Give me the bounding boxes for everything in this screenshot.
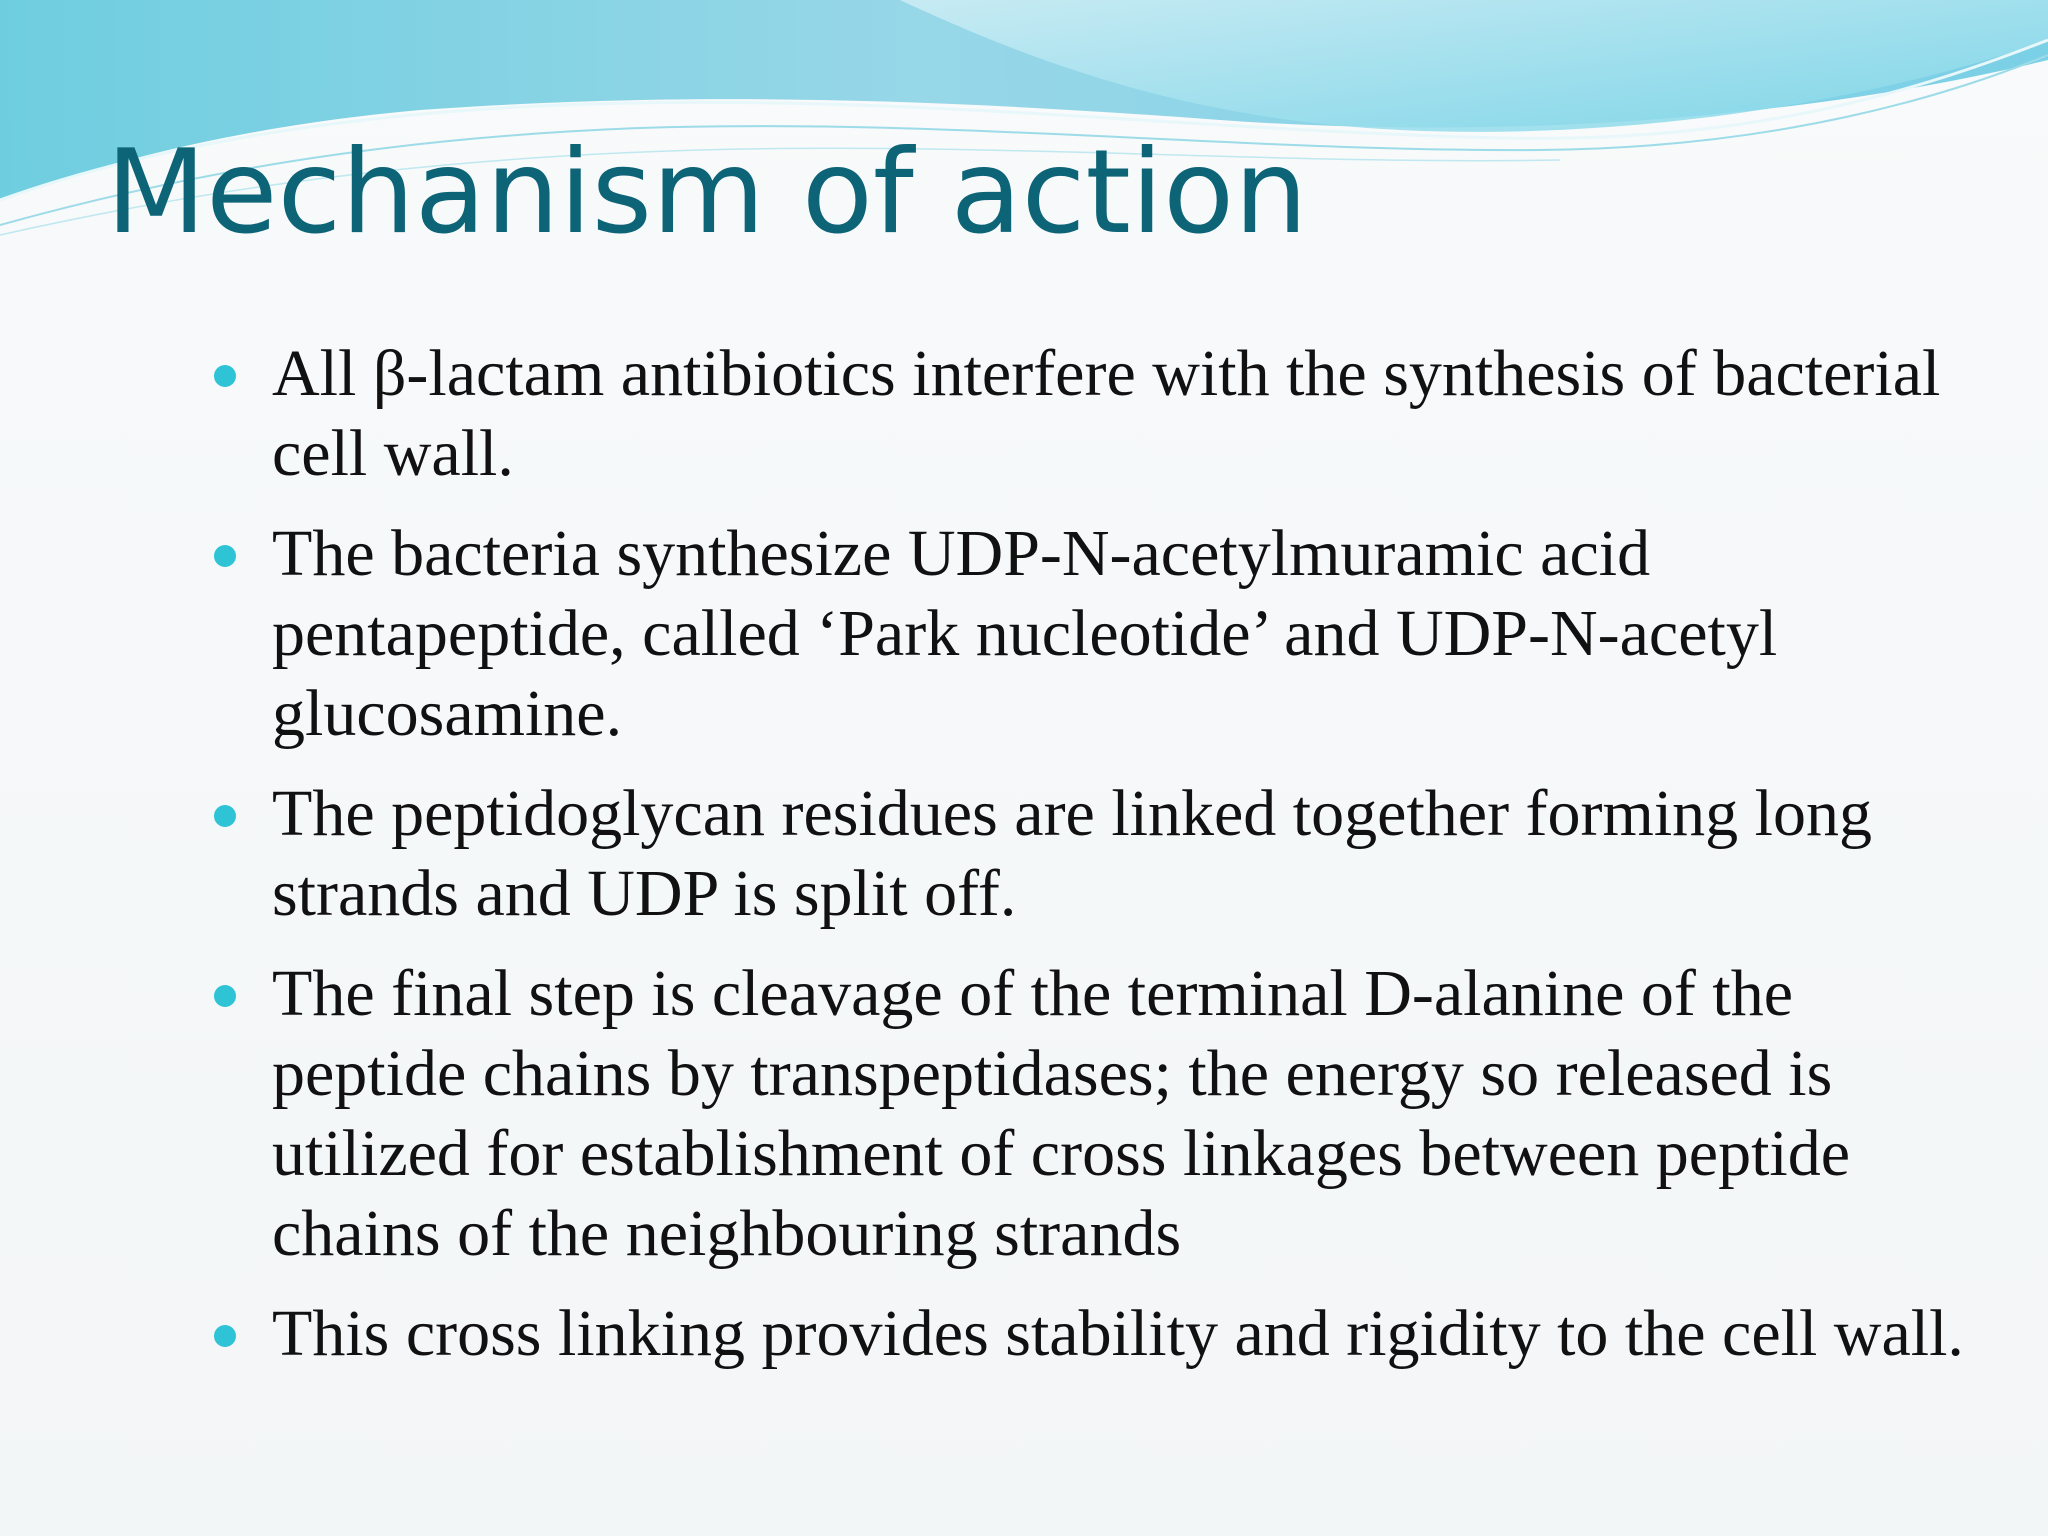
bullet-list: [210, 334, 1990, 1394]
bullet-icon: [214, 365, 236, 387]
bullet-icon: [214, 985, 236, 1007]
slide-title: Mechanism of action: [106, 125, 1308, 260]
list-item: [210, 514, 1990, 754]
bullet-text: The final step is cleavage of the terminal D-alanine of the peptide chains by transpeptidases; the energy so released is utilized for establishment of cross linkages between peptide chains of the neighbouring strands: [272, 957, 1851, 1270]
bullet-text: This cross linking provides stability and rigidity to the cell wall.: [272, 1297, 1964, 1370]
bullet-icon: [214, 805, 236, 827]
list-item: [210, 1294, 1990, 1374]
bullet-icon: [214, 545, 236, 567]
bullet-text: The bacteria synthesize UDP-N-acetylmuramic acid pentapeptide, called ‘Park nucleotide’ and UDP-N-acetyl glucosamine.: [272, 517, 1778, 750]
list-item: [210, 774, 1990, 934]
bullet-icon: [214, 1325, 236, 1347]
bullet-text: All β-lactam antibiotics interfere with the synthesis of bacterial cell wall.: [272, 337, 1941, 490]
list-item: [210, 954, 1990, 1274]
bullet-text: The peptidoglycan residues are linked together forming long strands and UDP is split off.: [272, 777, 1873, 930]
list-item: [210, 334, 1990, 494]
